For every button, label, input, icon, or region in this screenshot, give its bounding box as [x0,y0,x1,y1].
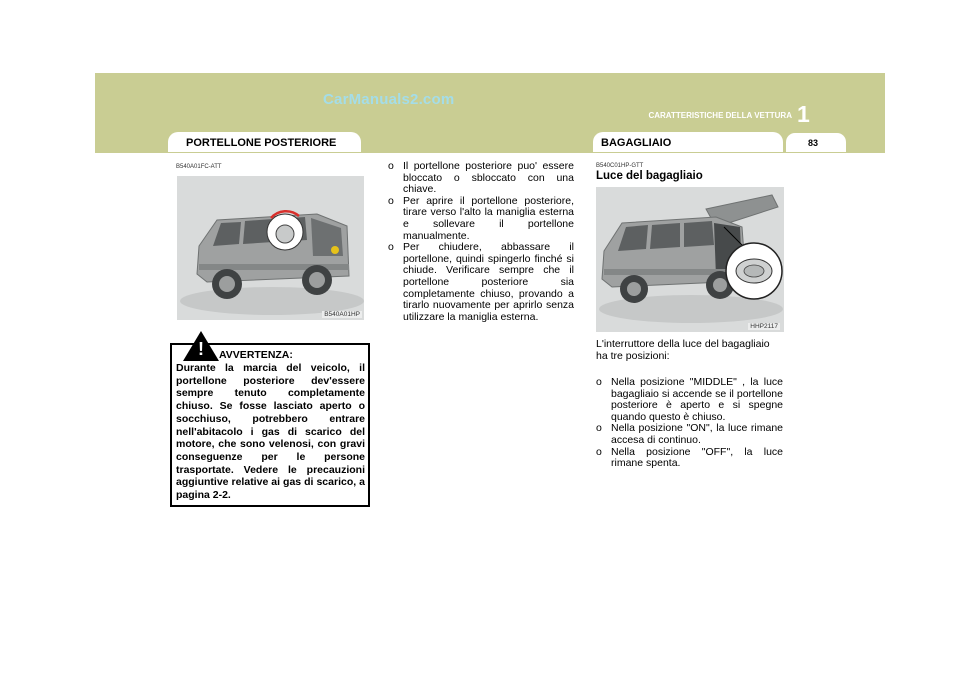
bullet-marker: o [388,241,394,254]
figure-tailgate [177,176,364,320]
list-item [596,377,783,423]
section-code-left: B540A01FC-ATT [176,164,222,170]
section-tab-trunk: BAGAGLIAIO [593,132,783,152]
list-item [388,242,574,323]
bullet-marker: o [388,160,394,172]
warning-exclamation: ! [198,339,204,359]
section-tab-tailgate: PORTELLONE POSTERIORE [168,132,361,152]
bullet-marker: o [596,422,602,435]
trunk-light-intro: L'interruttore della luce del bagagliaio ha tre posizioni: [596,338,770,362]
list-item-text: Il portellone posteriore puo' essere bloccato o sbloccato con una chiave. [403,160,574,196]
list-item-text: Nella posizione "ON", la luce rimane accesa di continuo. [611,422,783,446]
figure-trunk-light [596,187,784,332]
bullet-marker: o [388,194,394,207]
list-item [388,196,574,242]
list-item [596,423,783,446]
list-item-text: Per chiudere, abbassare il portellone, quindi spingerlo finché si chiude. Verificare sempre che il portellone posteriore sia completamente chiuso, provando a tirarlo nuovamente per aprirlo senza utilizzare la maniglia esterna. [403,241,574,323]
trunk-light-illustration [596,187,784,332]
trunk-light-positions [596,377,783,470]
page-number: 83 [786,133,846,152]
warning-text: Durante la marcia del veicolo, il portellone posteriore dev'essere sempre tenuto completamente chiuso. Se fosse lasciato aperto o socchiuso, potrebbero entrare nell'abitacolo i gas di scarico del motore, che sono velenosi, con gravi conseguenze per le persone trasportate. Vedere le precauzioni aggiuntive relative ai gas di scarico, a pagina 2-2. [176,362,365,502]
subsection-title: Luce del bagagliaio [596,170,703,182]
list-item-text: Per aprire il portellone posteriore, tirare verso l'alto la maniglia esterna e sollevare il portellone manualmente. [403,194,574,242]
watermark[interactable]: CarManuals2.com [323,91,455,108]
tailgate-instructions [388,161,574,323]
tailgate-illustration [177,176,364,320]
list-item [388,161,574,196]
section-code-right: B540C01HP-GTT [596,163,644,169]
bullet-marker: o [596,445,602,458]
figure-caption-right: HHP2117 [750,323,778,330]
figure-caption-left: B540A01HP [324,311,360,318]
warning-title: AVVERTENZA: [219,349,293,361]
chapter-title: CARATTERISTICHE DELLA VETTURA [648,111,792,120]
chapter-number: 1 [797,101,810,127]
list-item-text: Nella posizione "OFF", la luce rimane spenta. [611,445,783,470]
list-item-text: Nella posizione "MIDDLE" , la luce bagagliaio si accende se il portellone posteriore è aperto e si spegne quando questo è chiuso. [611,376,783,423]
bullet-marker: o [596,376,602,388]
list-item [596,447,783,470]
